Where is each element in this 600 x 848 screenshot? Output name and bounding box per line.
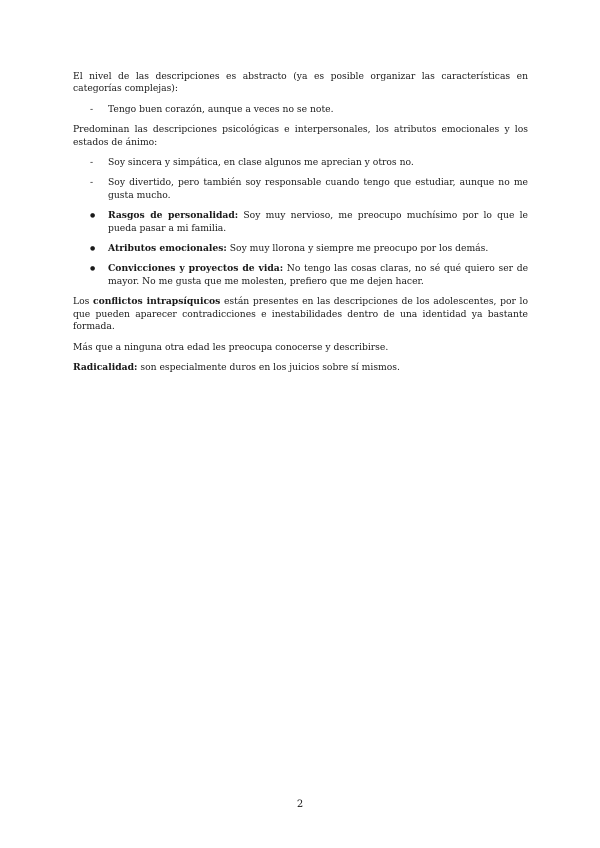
paragraph-radicality xyxy=(73,362,528,374)
dash-list-item xyxy=(73,157,528,169)
list-item-text: Tengo buen corazón, aunque a veces no se note. xyxy=(108,103,334,115)
bold-term: Radicalidad: xyxy=(73,361,138,373)
dash-marker xyxy=(90,177,93,189)
bullet-icon xyxy=(90,243,95,256)
bullet-term: Rasgos de personalidad: xyxy=(108,210,239,222)
bullet-term: Convicciones y proyectos de vida: xyxy=(108,263,284,275)
bullet-text: No tengo las cosas claras, no sé qué quiero ser de mayor. No me gusta que me molesten, prefiero que me dejen hacer. xyxy=(108,263,529,287)
bullet-text: Soy muy llorona y siempre me preocupo por los demás. xyxy=(226,243,489,255)
paragraph-abstract-level: El nivel de las descripciones es abstracto (ya es posible organizar las características en categorías complejas): xyxy=(73,71,528,95)
paragraph-text: están presentes en las descripciones de los adolescentes, por lo que pueden aparecer contradicciones e inestabilidades dentro de una identidad ya bastante formada. xyxy=(73,296,528,333)
bullet-term: Atributos emocionales: xyxy=(108,243,227,255)
page-content xyxy=(73,71,528,382)
page-number: 2 xyxy=(296,799,304,810)
list-item-text: Soy divertido, pero también soy responsable cuando tengo que estudiar, aunque no me gusta mucho. xyxy=(108,177,528,201)
bullet-icon xyxy=(90,263,95,276)
paragraph-conflicts xyxy=(73,296,528,333)
dash-marker xyxy=(90,157,93,169)
paragraph-text: Los xyxy=(73,296,93,308)
paragraph-self-knowledge: Más que a ninguna otra edad les preocupa conocerse y describirse. xyxy=(73,341,389,353)
paragraph-text: son especialmente duros en los juicios sobre sí mismos. xyxy=(137,361,400,373)
bullet-item-personality xyxy=(73,210,528,235)
dash-marker xyxy=(90,104,93,116)
dash-list-item xyxy=(73,104,528,116)
bullet-text: Soy muy nervioso, me preocupo muchísimo por lo que le pueda pasar a mi familia. xyxy=(108,210,528,234)
paragraph-psychological: Predominan las descripciones psicológicas e interpersonales, los atributos emocionales y los estados de ánimo: xyxy=(73,124,528,148)
list-item-text: Soy sincera y simpática, en clase algunos me aprecian y otros no. xyxy=(108,157,414,169)
bold-term: conflictos intrapsíquicos xyxy=(92,296,221,308)
dash-list-item xyxy=(73,177,528,202)
bullet-item-convictions xyxy=(73,263,528,288)
bullet-icon xyxy=(90,210,95,223)
bullet-item-emotional xyxy=(73,243,528,255)
